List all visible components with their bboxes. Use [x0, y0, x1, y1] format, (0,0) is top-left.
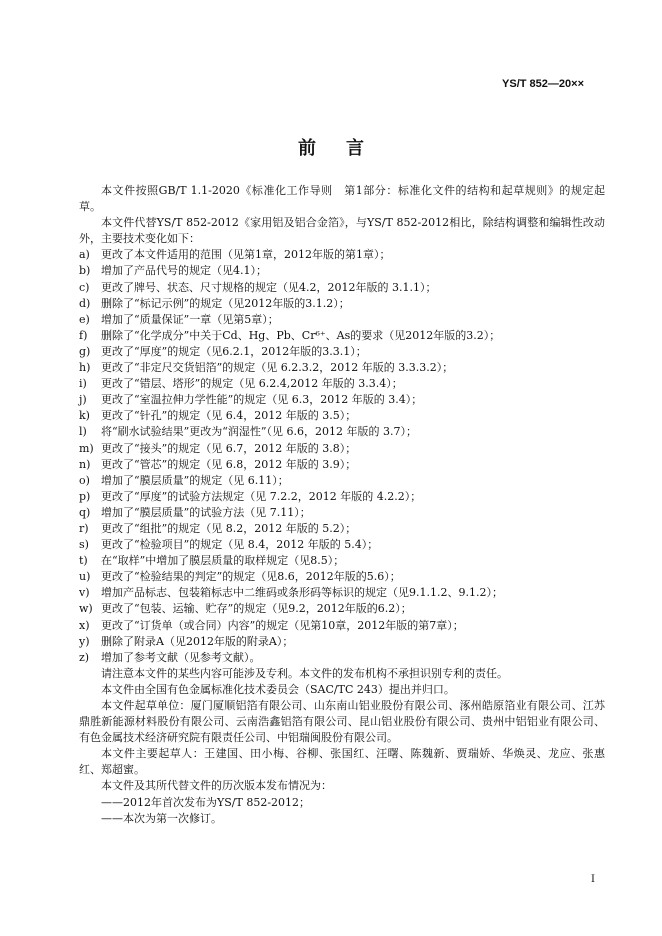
change-item-letter: s) — [79, 538, 89, 552]
change-item — [79, 585, 605, 601]
change-item — [79, 489, 605, 505]
change-item-letter: o) — [79, 473, 90, 487]
change-item — [79, 312, 605, 328]
change-item-text: 增加了产品代号的规定（见4.1）； — [101, 264, 267, 278]
change-item — [79, 618, 605, 634]
change-item-letter: y) — [79, 634, 90, 648]
change-item-text: 更改了“针孔”的规定（见 6.4，2012 年版的 3.5）； — [101, 409, 357, 423]
change-item — [79, 441, 605, 457]
change-item-letter: m) — [79, 441, 94, 455]
change-item — [79, 296, 605, 312]
history-item: ——本次为第一次修订。 — [101, 811, 222, 825]
change-item-letter: u) — [79, 570, 91, 584]
change-item-text: 更改了“厚度”的试验方法规定（见 7.2.2，2012 年版的 4.2.2）； — [101, 489, 422, 503]
change-item-letter: v) — [79, 586, 90, 600]
drafting-units-paragraph: 本文件起草单位：厦门厦顺铝箔有限公司、山东南山铝业股份有限公司、涿州皓原箔业有限公司、江苏鼎胜新能源材料股份有限公司、云南浩鑫铝箔有限公司、昆山铝业股份有限公司、贵州中铝铝业有限公司、有色金属技术经济研究院有限责任公司、中铝瑞闽股份有限公司。 — [79, 699, 605, 745]
change-item-text: 增加了“膜层质量”的试验方法（见 7.11）； — [101, 505, 311, 519]
change-item-text: 更改了“室温拉伸力学性能”的规定（见 6.3，2012 年版的 3.4）； — [101, 393, 423, 407]
change-item — [79, 263, 605, 279]
change-item-letter: k) — [79, 409, 90, 423]
change-item-letter: j) — [79, 393, 87, 407]
change-item-text: 增加了“质量保证”一章（见第5章）； — [101, 312, 279, 326]
changes-list — [79, 247, 605, 665]
change-item-text: 更改了“错层、塔形”的规定（见 6.2.4,2012 年版的 3.3.4）； — [101, 377, 403, 391]
document-code: YS/T 852—20×× — [502, 78, 584, 90]
foreword-body — [79, 183, 605, 827]
change-item-letter: b) — [79, 264, 91, 278]
change-item-letter: d) — [79, 296, 91, 310]
change-item-text: 更改了“包装、运输、贮存”的规定（见9.2，2012年版的6.2）； — [101, 602, 412, 616]
change-item-letter: a) — [79, 248, 90, 262]
change-item-letter: z) — [79, 650, 90, 664]
change-item — [79, 473, 605, 489]
change-item — [79, 408, 605, 424]
page-number: I — [591, 874, 595, 885]
change-item-text: 在“取样”中增加了膜层质量的取样规定（见8.5）； — [101, 554, 345, 568]
history-intro: 本文件及其所代替文件的历次版本发布情况为： — [101, 779, 332, 793]
change-item — [79, 247, 605, 263]
change-item-text: 删除了附录A（见2012年版的附录A）； — [101, 634, 294, 648]
change-item-text: 增加产品标志、包装箱标志中二维码或条形码等标识的规定（见9.1.1.2、9.1.2）； — [101, 586, 503, 600]
change-item-letter: e) — [79, 312, 90, 326]
change-item-letter: p) — [79, 489, 91, 503]
change-item — [79, 424, 605, 440]
change-item-letter: l) — [79, 425, 87, 439]
change-item-letter: n) — [79, 457, 91, 471]
history-item: ——2012年首次发布为YS/T 852-2012； — [101, 795, 311, 809]
change-item — [79, 601, 605, 617]
change-item — [79, 521, 605, 537]
change-item-text: 更改了“组批”的规定（见 8.2，2012 年版的 5.2）； — [101, 521, 357, 535]
change-item — [79, 280, 605, 296]
change-item — [79, 553, 605, 569]
change-item-text: 更改了“管芯”的规定（见 6.8，2012 年版的 3.9）； — [101, 457, 357, 471]
intro-paragraph-2: 本文件代替YS/T 852-2012《家用铝及铝合金箔》，与YS/T 852-2012相比，除结构调整和编辑性改动外，主要技术变化如下： — [79, 216, 605, 246]
change-item-letter: i) — [79, 377, 87, 391]
change-item-text: 更改了“订货单（或合同）内容”的规定（见第10章，2012年版的第7章）； — [101, 618, 464, 632]
change-item — [79, 344, 605, 360]
change-item — [79, 457, 605, 473]
change-item-letter: x) — [79, 618, 90, 632]
change-item-letter: w) — [79, 602, 93, 616]
change-item — [79, 537, 605, 553]
change-item — [79, 634, 605, 650]
change-item — [79, 328, 605, 344]
change-item — [79, 392, 605, 408]
change-item — [79, 505, 605, 521]
proposer-paragraph: 本文件由全国有色金属标准化技术委员会（SAC/TC 243）提出并归口。 — [101, 682, 455, 696]
change-item-letter: t) — [79, 554, 88, 568]
change-item — [79, 360, 605, 376]
change-item-letter: c) — [79, 280, 90, 294]
change-item-text: 删除了“标记示例”的规定（见2012年版的3.1.2）； — [101, 296, 350, 310]
drafters-paragraph: 本文件主要起草人：王建国、田小梅、谷柳、张国红、汪曙、陈魏新、贾瑞娇、华焕灵、龙应、张惠红、郑超蜜。 — [79, 747, 605, 777]
page-title: 前言 — [298, 138, 394, 159]
change-item — [79, 650, 605, 666]
change-item-text: 更改了“厚度”的规定（见6.2.1，2012年版的3.3.1）； — [101, 344, 367, 358]
change-item-text: 增加了参考文献（见参考文献）。 — [101, 650, 261, 664]
change-item-text: 更改了“检验项目”的规定（见 8.4，2012 年版的 5.4）； — [101, 538, 379, 552]
change-item-letter: q) — [79, 505, 91, 519]
change-item-letter: r) — [79, 521, 89, 535]
change-item-text: 删除了“化学成分”中关于Cd、Hg、Pb、Cr⁶⁺、As的要求（见2012年版的3.2）； — [101, 328, 501, 342]
change-item-letter: h) — [79, 361, 91, 375]
change-item-text: 更改了本文件适用的范围（见第1章，2012年版的第1章）； — [101, 248, 391, 262]
change-item-letter: g) — [79, 344, 91, 358]
change-item-text: 增加了“膜层质量”的规定（见 6.11）； — [101, 473, 289, 487]
intro-paragraph-1: 本文件按照GB/T 1.1-2020《标准化工作导则 第1部分：标准化文件的结构和起草规则》的规定起草。 — [79, 184, 605, 214]
change-item-letter: f) — [79, 328, 88, 342]
change-item-text: 更改了“接头”的规定（见 6.7，2012 年版的 3.8）； — [101, 441, 357, 455]
change-item-text: 更改了牌号、状态、尺寸规格的规定（见4.2，2012年版的 3.1.1）； — [101, 280, 437, 294]
change-item — [79, 569, 605, 585]
change-item-text: 将“刷水试验结果”更改为“润湿性”（见 6.6，2012 年版的 3.7）； — [101, 425, 417, 439]
patent-note: 请注意本文件的某些内容可能涉及专利。本文件的发布机构不承担识别专利的责任。 — [101, 666, 508, 680]
change-item — [79, 376, 605, 392]
change-item-text: 更改了“非定尺交货铝箔”的规定（见 6.2.3.2，2012 年版的 3.3.3.2）； — [101, 361, 454, 375]
change-item-text: 更改了“检验结果的判定”的规定（见8.6，2012年版的5.6）； — [101, 570, 401, 584]
